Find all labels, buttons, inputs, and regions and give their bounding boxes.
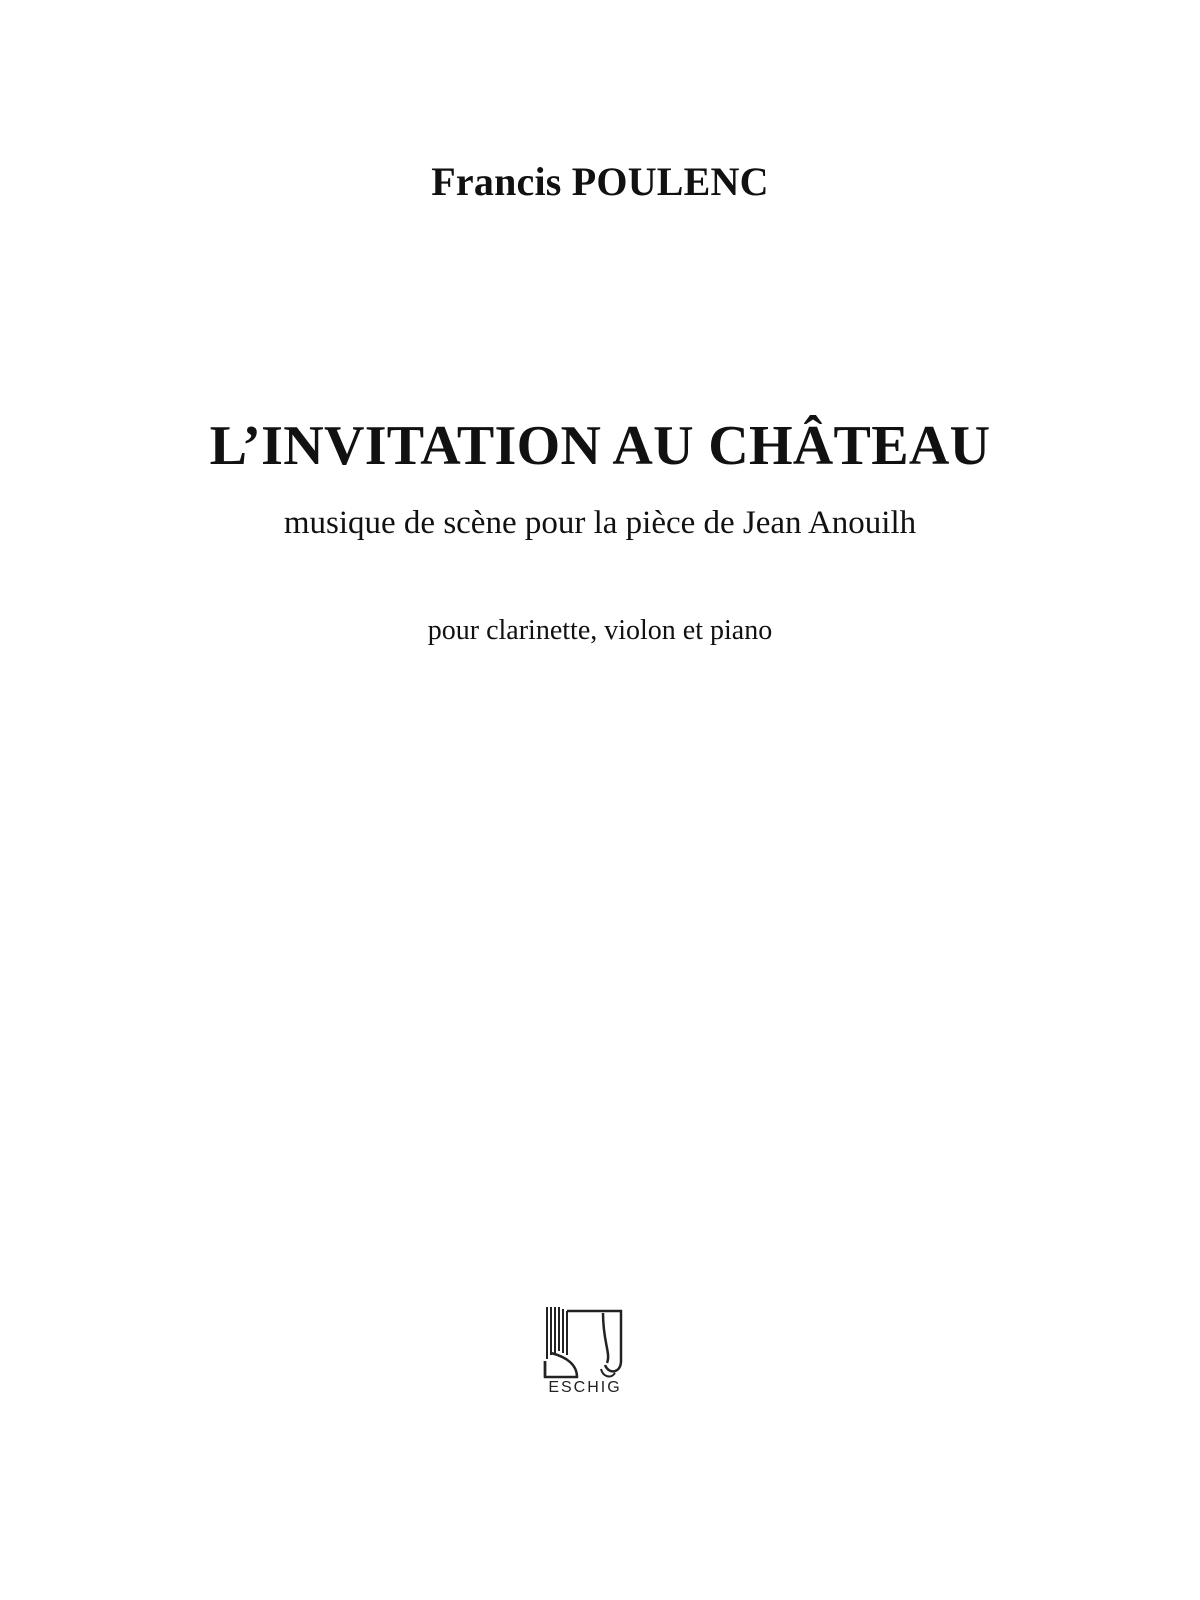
publisher-name: ESCHIG — [548, 1379, 622, 1396]
work-title: L’INVITATION AU CHÂTEAU — [209, 415, 991, 477]
work-subtitle: musique de scène pour la pièce de Jean Anouilh — [283, 505, 917, 541]
instrumentation: pour clarinette, violon et piano — [427, 615, 773, 646]
eschig-publisher-logo-icon — [541, 1303, 629, 1381]
composer-name: Francis POULENC — [431, 159, 769, 204]
publisher-logo — [541, 1303, 629, 1413]
